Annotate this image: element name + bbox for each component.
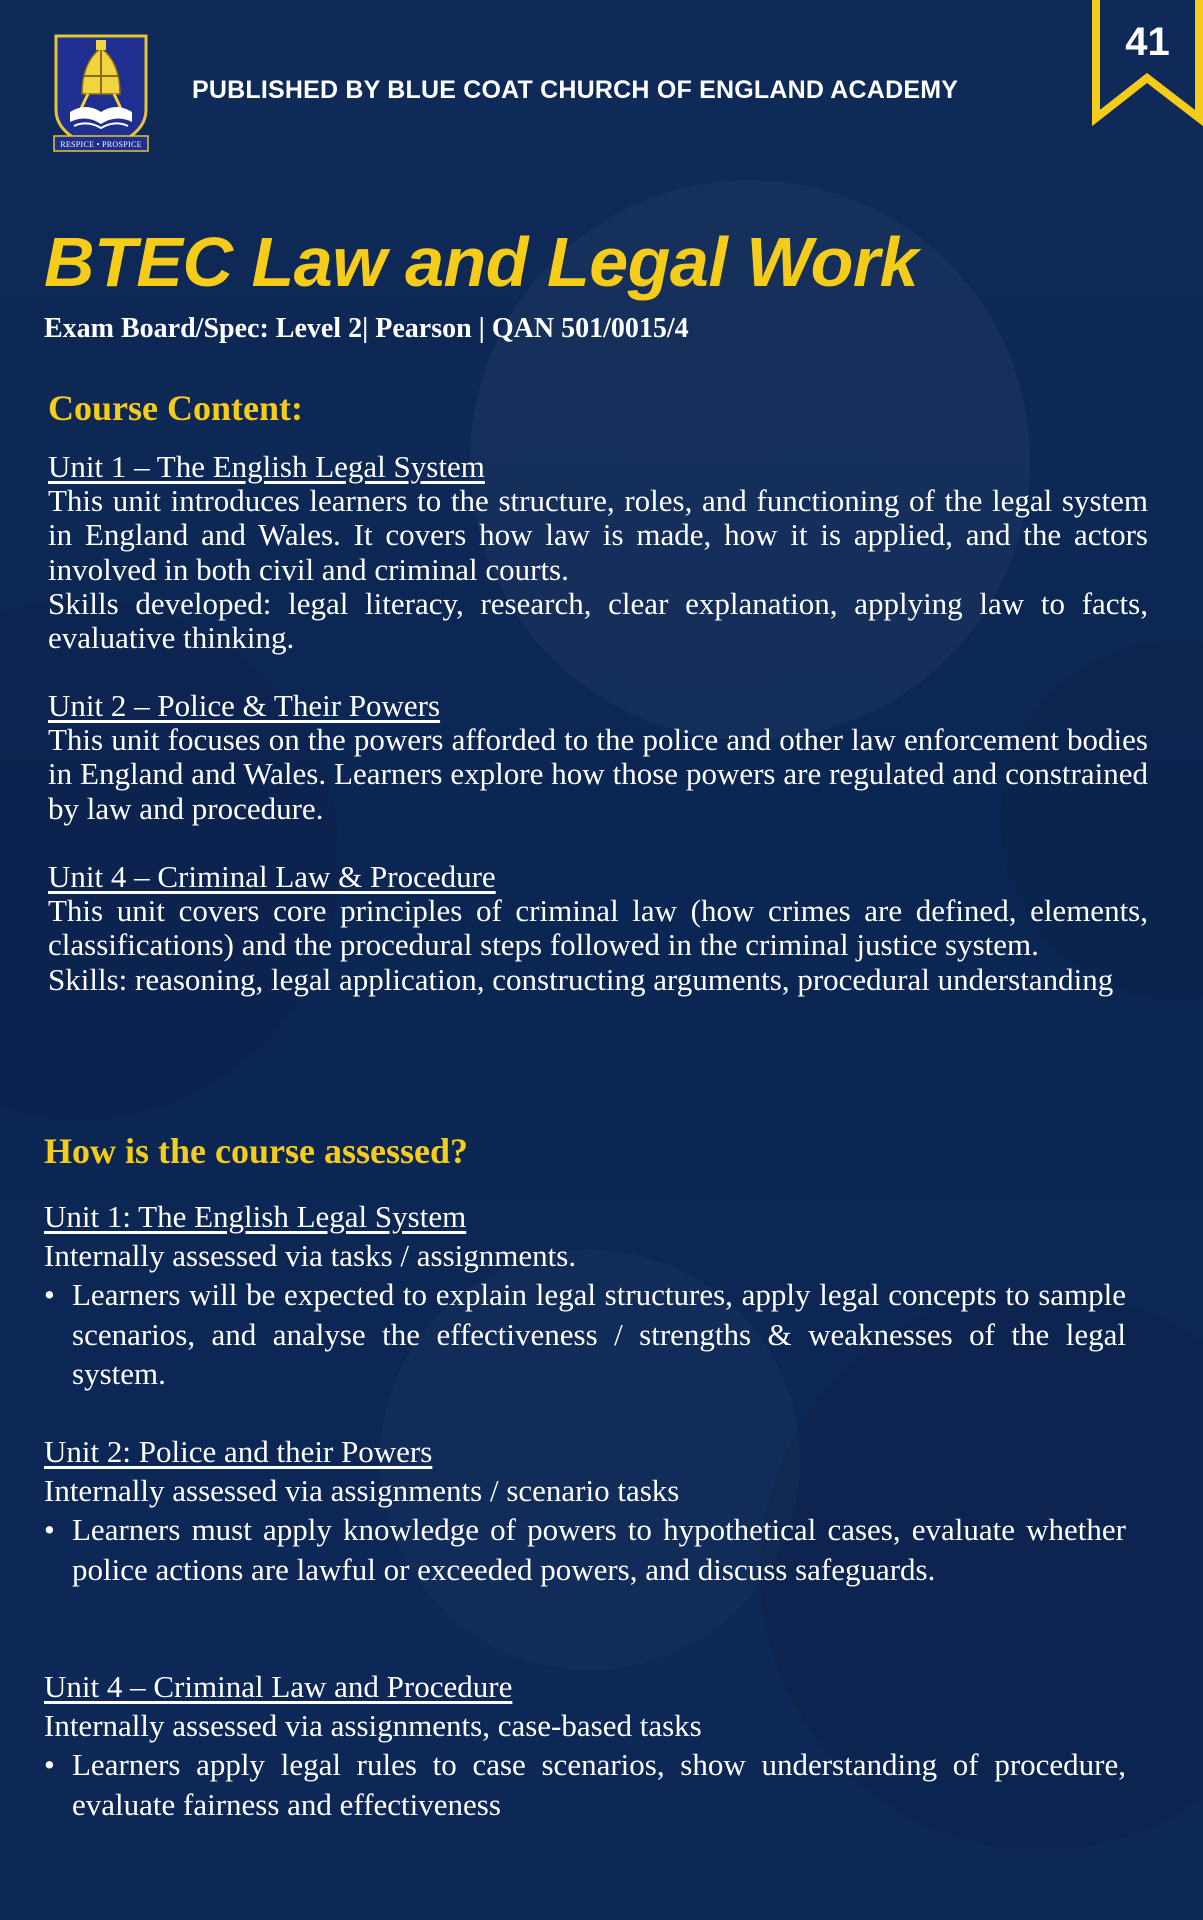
assessment-list — [44, 1510, 1126, 1588]
list-item — [44, 1745, 1126, 1823]
assessment-unit-4 — [44, 1667, 1126, 1824]
publisher-heading: PUBLISHED BY BLUE COAT CHURCH OF ENGLAND ACADEMY — [192, 76, 959, 104]
assessment-unit-2 — [44, 1432, 1126, 1589]
assessment-list — [44, 1745, 1126, 1823]
bullet-icon: • — [44, 1512, 55, 1548]
unit-skills: Skills: reasoning, legal application, constructing arguments, procedural understanding — [48, 961, 1114, 997]
page-number: 41 — [1125, 20, 1170, 64]
bullet-text: Learners must apply knowledge of powers to hypothetical cases, evaluate whether police actions are lawful or exceeded powers, and discuss safeguards. — [72, 1512, 1126, 1587]
unit-title: Unit 4 – Criminal Law and Procedure — [44, 1669, 513, 1704]
unit-2-content — [48, 689, 1148, 826]
unit-1-content — [48, 450, 1148, 655]
school-crest-icon — [52, 32, 150, 156]
course-content-heading: Course Content: — [48, 388, 303, 428]
unit-4-content — [48, 860, 1148, 997]
unit-title: Unit 1: The English Legal System — [44, 1199, 467, 1234]
unit-title: Unit 2: Police and their Powers — [44, 1434, 433, 1469]
unit-skills: Skills developed: legal literacy, research, clear explanation, applying law to facts, evaluative thinking. — [48, 585, 1148, 656]
page-title: BTEC Law and Legal Work — [44, 223, 918, 301]
list-item — [44, 1510, 1126, 1588]
assessment-method: Internally assessed via assignments, case-based tasks — [44, 1708, 702, 1744]
unit-title: Unit 4 – Criminal Law & Procedure — [48, 859, 496, 894]
unit-title: Unit 1 – The English Legal System — [48, 449, 485, 484]
bullet-icon: • — [44, 1747, 55, 1783]
bullet-text: Learners apply legal rules to case scenarios, show understanding of procedure, evaluate fairness and effectiveness — [72, 1747, 1126, 1822]
assessment-list — [44, 1275, 1126, 1393]
exam-spec: Exam Board/Spec: Level 2| Pearson | QAN 501/0015/4 — [44, 313, 689, 344]
bullet-text: Learners will be expected to explain legal structures, apply legal concepts to sample scenarios, and analyse the effectiveness / strengths & weaknesses of the legal system. — [72, 1277, 1126, 1391]
unit-description: This unit introduces learners to the structure, roles, and functioning of the legal system in England and Wales. It covers how law is made, how it is applied, and the actors involved in both civil and criminal courts. — [48, 483, 1148, 587]
list-item — [44, 1275, 1126, 1393]
unit-description: This unit covers core principles of criminal law (how crimes are defined, elements, classifications) and the procedural steps followed in the criminal justice system. — [48, 893, 1148, 963]
logo-motto: RESPICE • PROSPICE — [60, 140, 142, 149]
unit-title: Unit 2 – Police & Their Powers — [48, 688, 441, 723]
assessment-method: Internally assessed via tasks / assignments. — [44, 1238, 577, 1274]
assessment-unit-1 — [44, 1197, 1126, 1393]
assessment-heading: How is the course assessed? — [44, 1131, 468, 1171]
assessment-method: Internally assessed via assignments / scenario tasks — [44, 1473, 680, 1509]
unit-description: This unit focuses on the powers afforded to the police and other law enforcement bodies in England and Wales. Learners explore how those powers are regulated and constrained by law and procedure. — [48, 722, 1148, 826]
bullet-icon: • — [44, 1277, 55, 1313]
